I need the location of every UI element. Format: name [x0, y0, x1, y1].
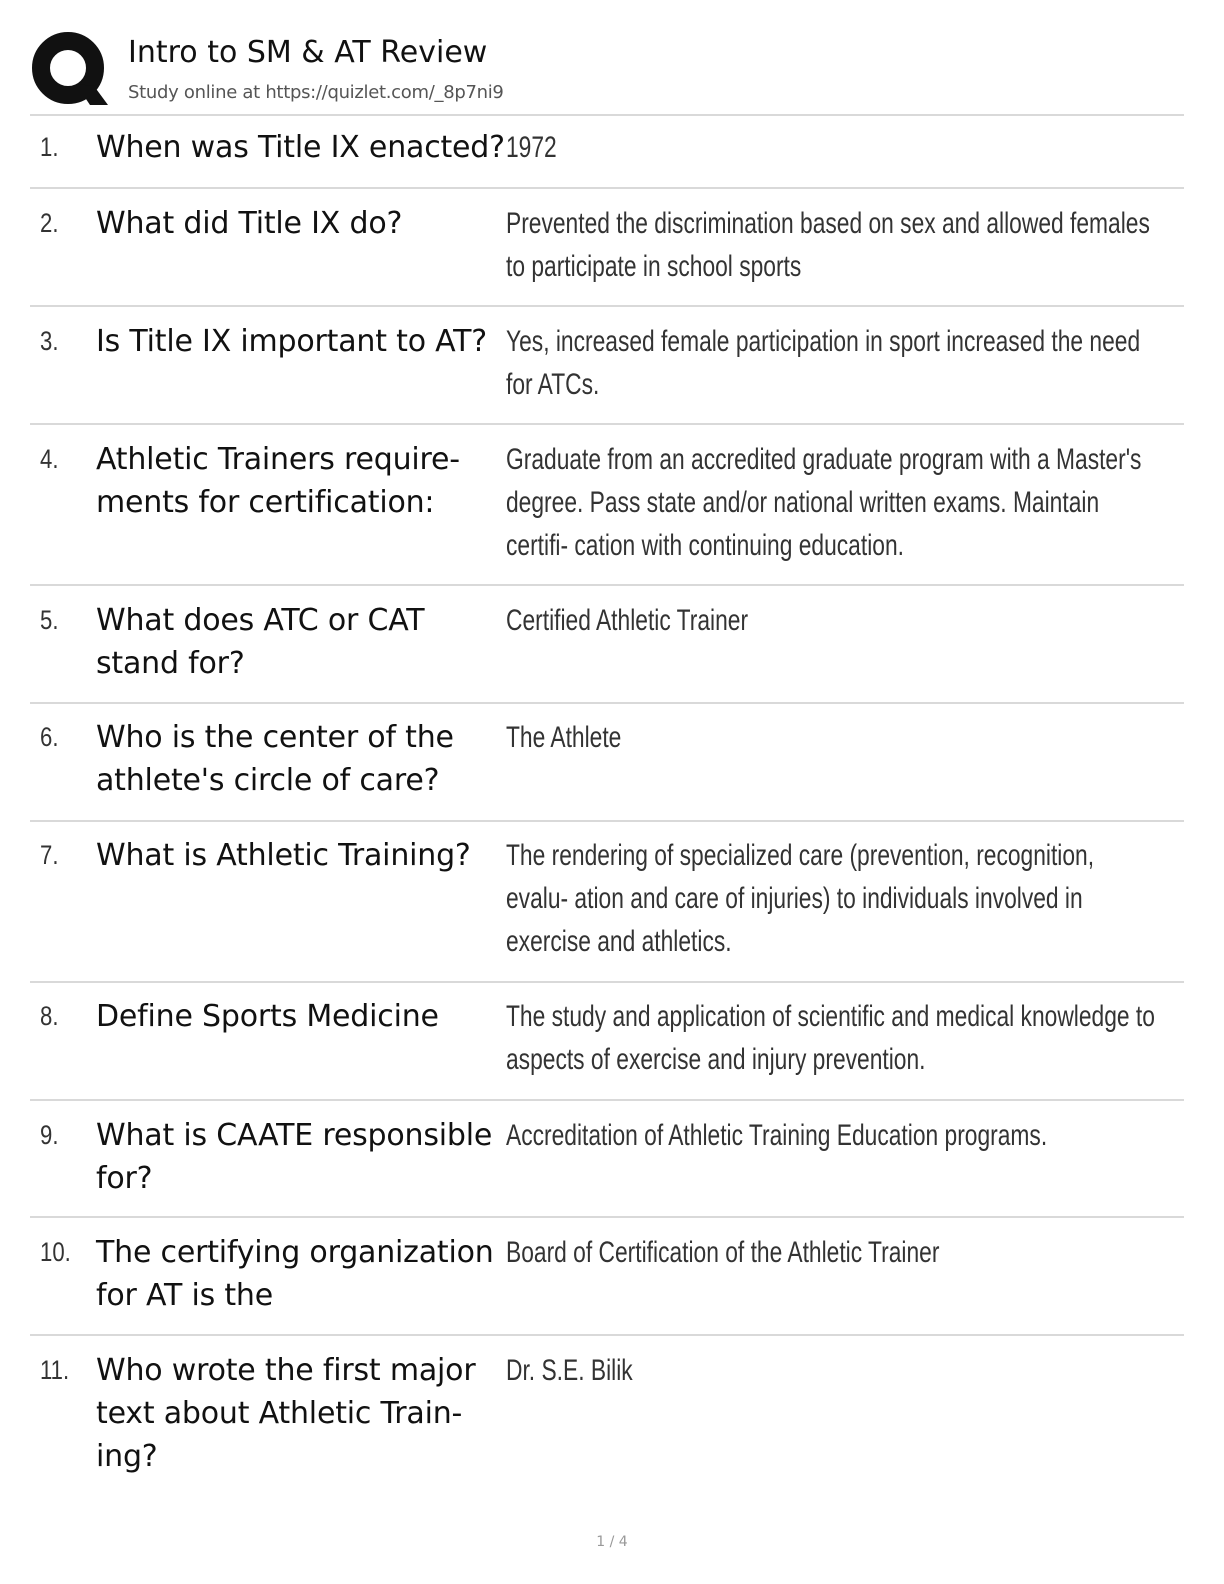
card-definition: The Athlete	[506, 721, 622, 754]
header-divider	[30, 114, 1184, 116]
card-definition: The rendering of specialized care (prevention, recognition, evalu- ation and care of injuries) to individuals involved in exercise and athletics.	[506, 839, 1095, 958]
card-definition: Certified Athletic Trainer	[506, 604, 749, 637]
card-term: What is CAATE responsible for?	[96, 1118, 493, 1196]
card-definition: The study and application of scientific and medical knowledge to aspects of exercise and injury prevention.	[506, 1000, 1155, 1076]
card-definition: Graduate from an accredited graduate program with a Master's degree. Pass state and/or national written exams. Maintain certifi- cation with continuing education.	[506, 443, 1142, 562]
row-divider	[30, 1099, 1184, 1101]
card-number: 8.	[40, 1001, 59, 1031]
card-term: What does ATC or CAT stand for?	[96, 603, 425, 681]
row-divider	[30, 981, 1184, 983]
card-definition: 1972	[506, 131, 557, 164]
card-term: Who wrote the first major text about Athletic Train- ing?	[96, 1353, 476, 1474]
card-term: Is Title IX important to AT?	[96, 324, 488, 359]
card-term: What is Athletic Training?	[96, 838, 471, 873]
card-definition: Dr. S.E. Bilik	[506, 1354, 633, 1387]
card-term: The certifying organization for AT is the	[96, 1235, 494, 1313]
card-number: 2.	[40, 208, 59, 238]
page-indicator: 1 / 4	[596, 1534, 628, 1550]
row-divider	[30, 702, 1184, 704]
study-online-link[interactable]: Study online at https://quizlet.com/_8p7ni9	[128, 82, 504, 103]
card-number: 9.	[40, 1120, 59, 1150]
card-definition: Prevented the discrimination based on sex and allowed females to participate in school sports	[506, 207, 1150, 283]
row-divider	[30, 820, 1184, 822]
row-divider	[30, 305, 1184, 307]
card-number: 3.	[40, 326, 59, 356]
card-number: 5.	[40, 605, 59, 635]
card-definition: Board of Certification of the Athletic Trainer	[506, 1236, 940, 1269]
card-number: 6.	[40, 722, 59, 752]
page-title: Intro to SM & AT Review	[128, 35, 488, 70]
card-number: 11.	[40, 1355, 70, 1385]
card-definition: Yes, increased female participation in sport increased the need for ATCs.	[506, 325, 1141, 401]
card-term: When was Title IX enacted?	[96, 130, 505, 165]
row-divider	[30, 187, 1184, 189]
quizlet-q-logo-icon	[30, 30, 110, 110]
row-divider	[30, 1216, 1184, 1218]
card-term: What did Title IX do?	[96, 206, 403, 241]
card-number: 1.	[40, 132, 59, 162]
row-divider	[30, 423, 1184, 425]
card-definition: Accreditation of Athletic Training Education programs.	[506, 1119, 1048, 1152]
card-term: Define Sports Medicine	[96, 999, 439, 1034]
card-term: Who is the center of the athlete's circle of care?	[96, 720, 454, 798]
row-divider	[30, 584, 1184, 586]
row-divider	[30, 1334, 1184, 1336]
card-term: Athletic Trainers require- ments for certification:	[96, 442, 460, 520]
card-number: 10.	[40, 1237, 71, 1267]
header	[30, 28, 1184, 114]
card-number: 7.	[40, 840, 59, 870]
card-number: 4.	[40, 444, 59, 474]
